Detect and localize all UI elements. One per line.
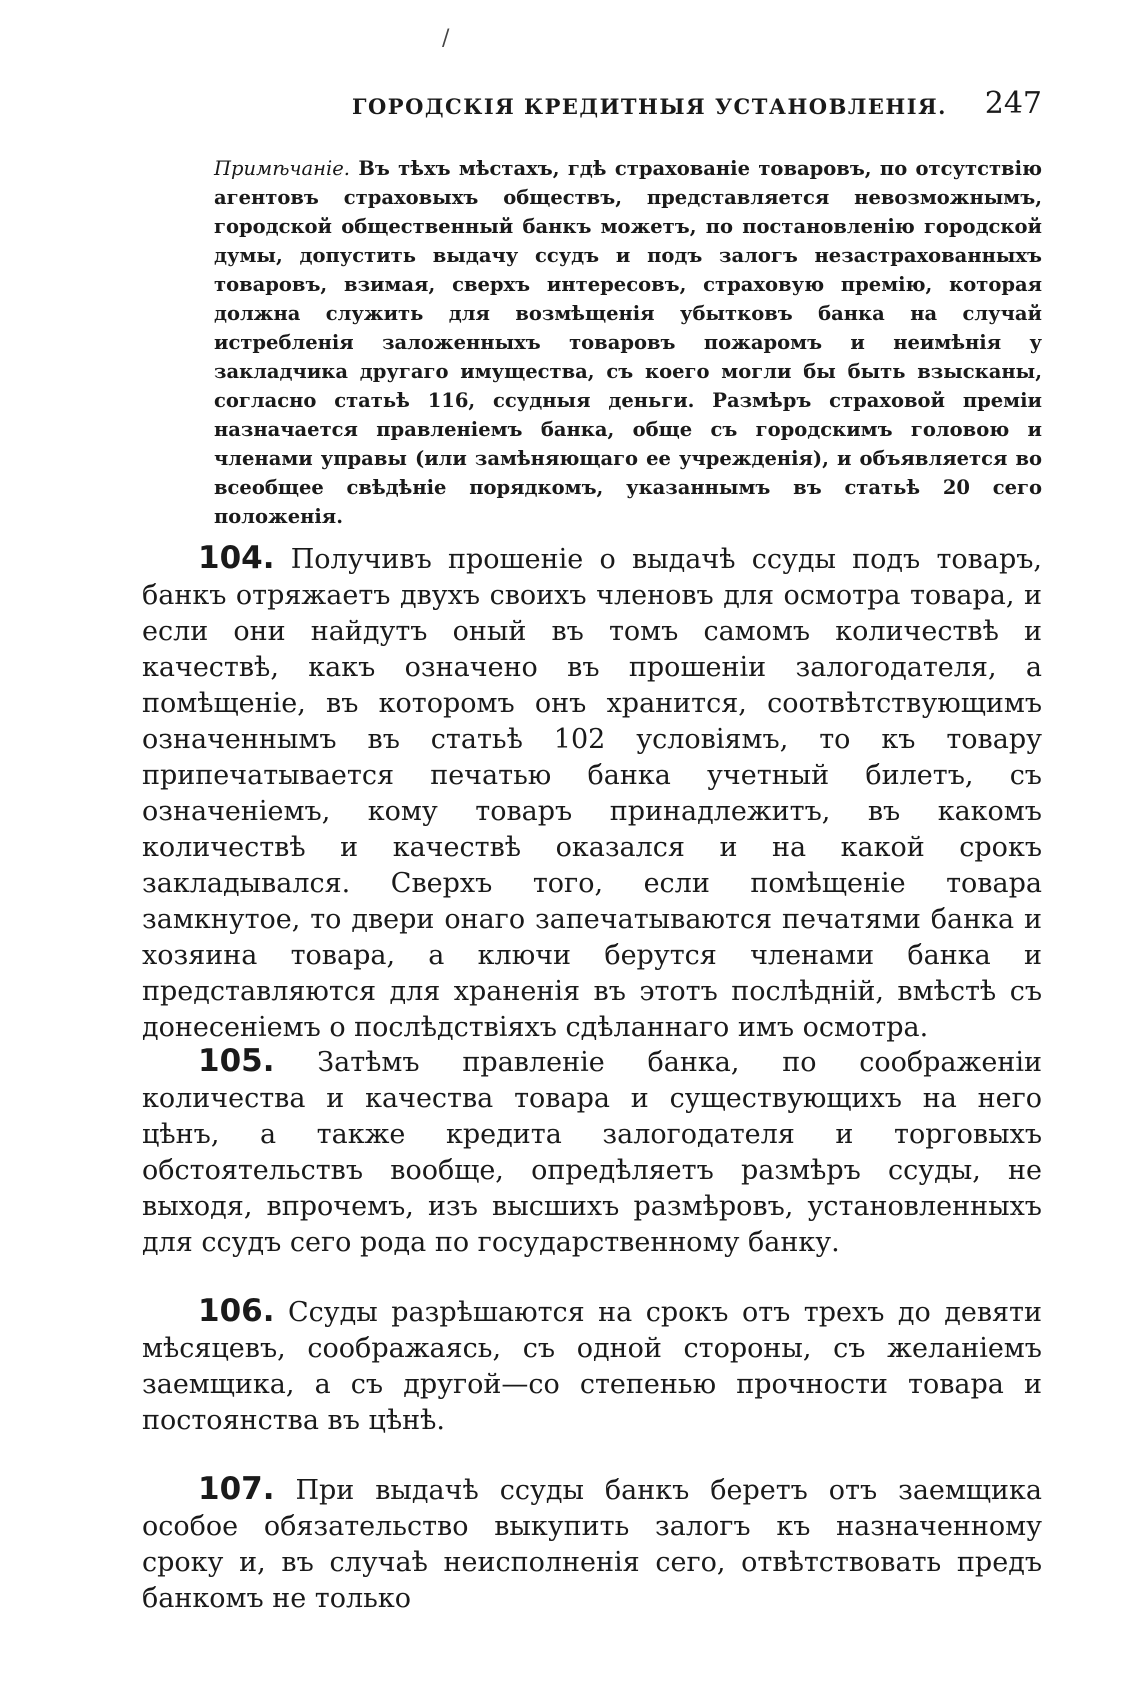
note-text: Въ тѣхъ мѣстахъ, гдѣ страхованіе товаровъ, по отсутствію агентовъ страховыхъ обществъ, представляется невозможнымъ, городской общественный банкъ можетъ, по постановленію городской думы, допустить выдачу ссудъ и подъ залогъ незастрахованныхъ товаровъ, взимая, сверхъ интересовъ, страховую премію, которая должна служить для возмѣщенія убытковъ банка на случай истребленія заложенныхъ товаровъ пожаромъ и неимѣнія у закладчика другаго имущества, съ коего могли бы быть взысканы, согласно статьѣ 116, ссудныя деньги. Размѣръ страховой преміи назначается правленіемъ банка, обще съ городскимъ головою и членами управы (или замѣняющаго ее учрежденія), и объявляется во всеобщее свѣдѣніе порядкомъ, указаннымъ въ статьѣ 20 сего положенія. [214, 157, 1042, 528]
note-label: Примѣчаніе. [214, 157, 350, 180]
article-text: При выдачѣ ссуды банкъ беретъ отъ заемщика особое обязательство выкупить залогъ къ назначенному сроку и, въ случаѣ неисполненія сего, отвѣтствовать предъ банкомъ не только [142, 1475, 1042, 1614]
article-106 [142, 1293, 1042, 1439]
article-number: 104. [198, 540, 275, 576]
page-number: 247 [984, 86, 1042, 121]
article-105 [142, 1043, 1042, 1261]
article-text: Затѣмъ правленіе банка, по соображеніи количества и качества товара и существующихъ на него цѣнъ, а также кредита залогодателя и торговыхъ обстоятельствъ вообще, опредѣляетъ размѣръ ссуды, не выходя, впрочемъ, изъ высшихъ размѣровъ, установленныхъ для ссудъ сего рода по государственному банку. [142, 1047, 1042, 1258]
article-text: Ссуды разрѣшаются на срокъ отъ трехъ до девяти мѣсяцевъ, соображаясь, съ одной стороны, съ желаніемъ заемщика, а съ другой—со степенью прочности товара и постоянства въ цѣнѣ. [142, 1297, 1042, 1436]
article-text: Получивъ прошеніе о выдачѣ ссуды подъ товаръ, банкъ отряжаетъ двухъ своихъ членовъ для осмотра товара, и если они найдутъ оный въ томъ самомъ количествѣ и качествѣ, какъ означено въ прошеніи залогодателя, а помѣщеніе, въ которомъ онъ хранится, соотвѣтствующимъ означеннымъ въ статьѣ 102 условіямъ, то къ товару припечатывается печатью банка учетный билетъ, съ означеніемъ, кому товаръ принадлежитъ, въ какомъ количествѣ и качествѣ оказался и на какой срокъ закладывался. Сверхъ того, если помѣщеніе товара замкнутое, то двери онаго запечатываются печатями банка и хозяина товара, а ключи берутся членами банка и представляются для храненія въ этотъ послѣдній, вмѣстѣ съ донесеніемъ о послѣдствіяхъ сдѣланнаго имъ осмотра. [142, 544, 1042, 1043]
article-104 [142, 540, 1042, 1046]
pencil-mark: / [442, 26, 450, 51]
article-number: 107. [198, 1471, 275, 1507]
running-header [142, 86, 1042, 126]
article-number: 105. [198, 1043, 275, 1079]
article-107 [142, 1471, 1042, 1617]
article-number: 106. [198, 1293, 275, 1329]
footnote-block [214, 154, 1042, 531]
header-title: ГОРОДСКІЯ КРЕДИТНЫЯ УСТАНОВЛЕНІЯ. [352, 94, 947, 119]
